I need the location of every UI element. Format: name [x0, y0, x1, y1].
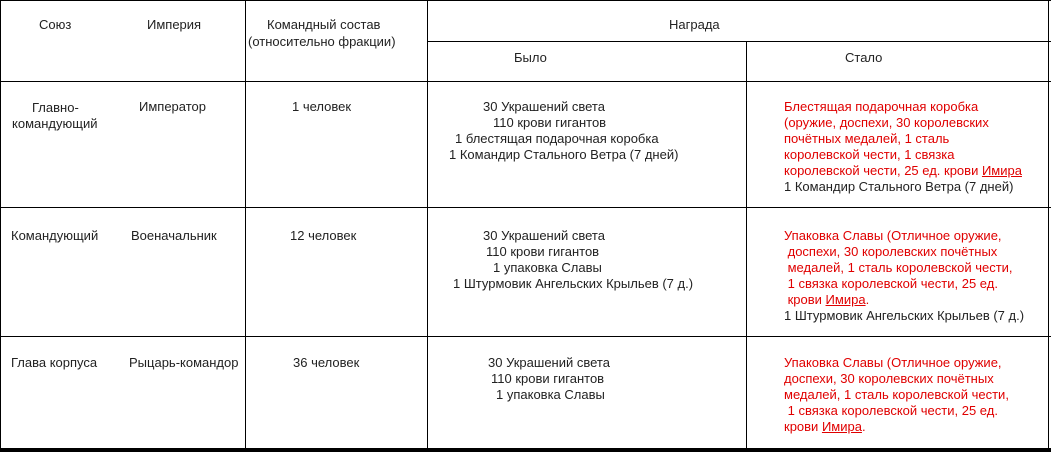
row-3-after-link[interactable]: Имира	[821, 419, 862, 434]
row-2-after-line-3: медалей, 1 сталь королевской чести,	[784, 260, 1013, 275]
row-1-count: 1 человек	[292, 99, 352, 114]
row-2-after-link[interactable]: Имира	[825, 292, 866, 307]
row-3-after-line-2: доспехи, 30 королевских почётных	[784, 371, 994, 386]
row-2-after-line-5	[784, 292, 869, 308]
header-after: Стало	[845, 50, 883, 65]
row-1-after-line-3: почётных медалей, 1 сталь	[784, 131, 950, 146]
row-3-count: 36 человек	[293, 355, 360, 370]
row-3-after-line-4: 1 связка королевской чести, 25 ед.	[784, 403, 998, 418]
table-bottom-border	[0, 448, 1051, 452]
row-1-bottom-border	[0, 207, 1051, 208]
row-2-after-line-2: доспехи, 30 королевских почётных	[784, 244, 998, 259]
row-1-before-line-1: 30 Украшений света	[483, 99, 605, 114]
table-top-border	[0, 0, 1051, 1]
header-command-line2: (относительно фракции)	[248, 34, 396, 49]
row-1-before-line-2: 110 крови гигантов	[493, 115, 607, 130]
header-empire: Империя	[147, 17, 202, 32]
row-2-after-black: 1 Штурмовик Ангельских Крыльев (7 д.)	[784, 308, 1025, 323]
col-divider-5	[1048, 0, 1049, 452]
row-1-after-line-1: Блестящая подарочная коробка	[784, 99, 979, 114]
row-1-after-line-2: (оружие, доспехи, 30 королевских	[784, 115, 989, 130]
row-2-after-line-1: Упаковка Славы (Отличное оружие,	[784, 228, 1002, 243]
header-command-line1: Командный состав	[267, 17, 381, 32]
row-2-before-line-4: 1 Штурмовик Ангельских Крыльев (7 д.)	[453, 276, 694, 291]
header-before: Было	[514, 50, 547, 65]
header-reward: Награда	[669, 17, 720, 32]
row-2-count: 12 человек	[290, 228, 357, 243]
row-3-after-line-5-text: крови	[784, 419, 822, 434]
row-1-after-line-5	[784, 163, 1022, 179]
col-divider-2	[245, 0, 246, 452]
row-2-empire: Военачальник	[131, 228, 217, 243]
reward-subheader-divider	[427, 41, 1051, 42]
header-union: Союз	[39, 17, 72, 32]
row-1-after-line-4: королевской чести, 1 связка	[784, 147, 955, 162]
row-3-after-tail: .	[861, 419, 866, 434]
row-1-union-line2: командующий	[12, 116, 98, 131]
col-divider-1	[0, 0, 1, 452]
row-1-after-link[interactable]: Имира	[981, 163, 1022, 178]
row-3-after-line-1: Упаковка Славы (Отличное оружие,	[784, 355, 1002, 370]
row-1-before-line-3: 1 блестящая подарочная коробка	[455, 131, 659, 146]
row-3-union: Глава корпуса	[11, 355, 98, 370]
row-2-after-tail: .	[865, 292, 870, 307]
row-2-before-line-1: 30 Украшений света	[483, 228, 605, 243]
row-2-union: Командующий	[11, 228, 99, 243]
row-2-after-line-5-text: крови	[784, 292, 826, 307]
row-3-before-line-3: 1 упаковка Славы	[496, 387, 605, 402]
row-2-before-line-3: 1 упаковка Славы	[493, 260, 602, 275]
row-2-after-line-4: 1 связка королевской чести, 25 ед.	[784, 276, 998, 291]
row-2-before-line-2: 110 крови гигантов	[486, 244, 600, 259]
row-1-after-line-5-text: королевской чести, 25 ед. крови	[784, 163, 982, 178]
row-1-after-black: 1 Командир Стального Ветра (7 дней)	[784, 179, 1014, 194]
row-3-before-line-2: 110 крови гигантов	[491, 371, 605, 386]
row-3-after-line-3: медалей, 1 сталь королевской чести,	[784, 387, 1009, 402]
row-3-before-line-1: 30 Украшений света	[488, 355, 610, 370]
header-bottom-border	[0, 81, 1051, 82]
col-divider-3	[427, 0, 428, 452]
row-3-after-line-5	[784, 419, 866, 435]
col-divider-4	[746, 41, 747, 452]
row-1-before-line-4: 1 Командир Стального Ветра (7 дней)	[449, 147, 679, 162]
row-1-empire: Император	[139, 99, 206, 114]
row-1-union-line1: Главно-	[32, 100, 79, 115]
row-2-bottom-border	[0, 336, 1051, 337]
row-3-empire: Рыцарь-командор	[129, 355, 239, 370]
